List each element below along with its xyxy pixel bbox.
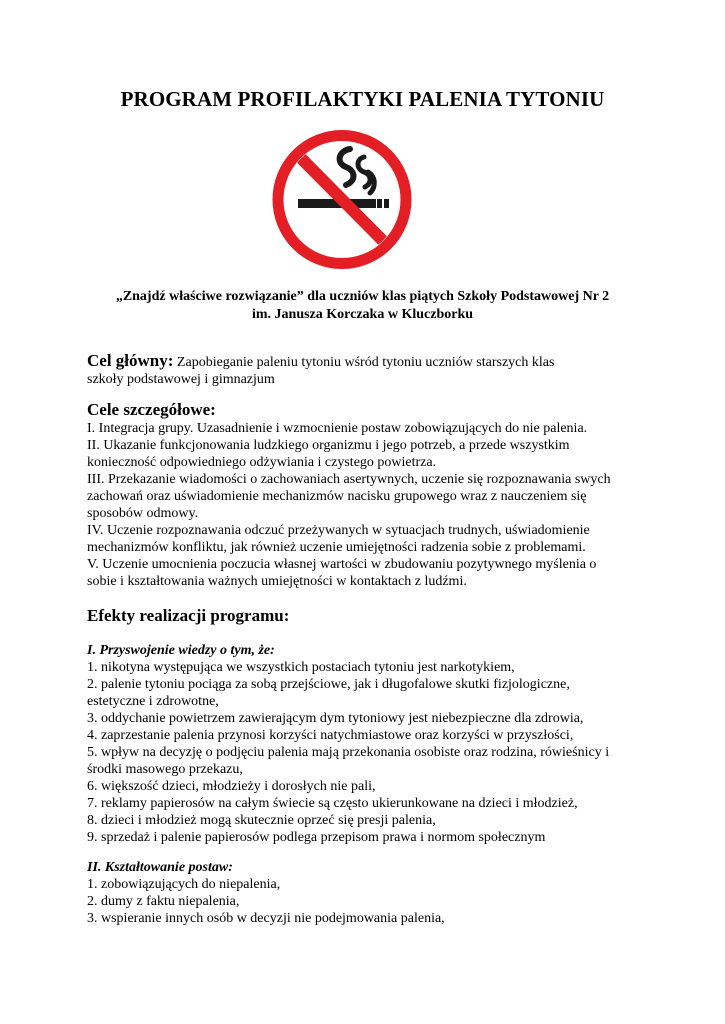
effects-heading: Efekty realizacji programu:: [87, 606, 290, 625]
specific-goal-line: konieczność odpowiedniego odżywiania i czystego powietrza.: [87, 455, 437, 470]
knowledge-line: 8. dzieci i młodzież mogą skutecznie oprzeć się presji palenia,: [87, 813, 436, 828]
section-main-goal: [87, 352, 647, 388]
effects-attitudes: [87, 859, 647, 927]
main-goal-heading: Cel główny:: [87, 351, 174, 370]
specific-goal-line: mechanizmów konfliktu, jak również uczenie umiejętności radzenia sobie z problemami.: [87, 540, 586, 555]
attitude-line: 3. wspieranie innych osób w decyzji nie podejmowania palenia,: [87, 911, 445, 926]
section-specific-goals: [87, 400, 647, 590]
document-body: [87, 352, 647, 927]
specific-goal-line: III. Przekazanie wiadomości o zachowaniach asertywnych, uczenie się rozpoznawania swych: [87, 472, 611, 487]
knowledge-line: 7. reklamy papierosów na całym świecie są często ukierunkowane na dzieci i młodzież,: [87, 796, 578, 811]
knowledge-line: 6. większość dzieci, młodzieży i dorosłych nie pali,: [87, 779, 376, 794]
effects-knowledge: [87, 642, 647, 846]
knowledge-line: środki masowego przekazu,: [87, 762, 243, 777]
specific-goal-line: II. Ukazanie funkcjonowania ludzkiego organizmu i jego potrzeb, a przede wszystkim: [87, 438, 570, 453]
specific-goal-line: I. Integracja grupy. Uzasadnienie i wzmocnienie postaw zobowiązujących do nie palenia.: [87, 421, 588, 436]
specific-goal-line: zachowań oraz uświadomienie mechanizmów nacisku grupowego wraz z nauczeniem się: [87, 489, 587, 504]
specific-goal-line: V. Uczenie umocnienia poczucia własnej wartości w zbudowaniu pozytywnego myślenia o: [87, 557, 597, 572]
knowledge-line: estetyczne i zdrowotne,: [87, 694, 219, 709]
page-title: PROGRAM PROFILAKTYKI PALENIA TYTONIU: [120, 87, 605, 111]
knowledge-line: 1. nikotyna występująca we wszystkich postaciach tytoniu jest narkotykiem,: [87, 660, 515, 675]
section-effects: [87, 606, 647, 927]
specific-goal-line: sobie i kształtowania ważnych umiejętności w kontaktach z ludźmi.: [87, 574, 467, 589]
knowledge-line: 2. palenie tytoniu pociąga za sobą przejściowe, jak i długofalowe skutki fizjologiczne,: [87, 677, 570, 692]
subtitle-line-2: im. Janusza Korczaka w Kluczborku: [251, 307, 474, 322]
attitude-line: 2. dumy z faktu niepalenia,: [87, 894, 240, 909]
knowledge-heading: I. Przyswojenie wiedzy o tym, że:: [87, 643, 275, 658]
knowledge-line: 3. oddychanie powietrzem zawierającym dym tytoniowy jest niebezpieczne dla zdrowia,: [87, 711, 584, 726]
main-goal-text: Zapobieganie paleniu tytoniu wśród tytoniu uczniów starszych klas: [173, 355, 555, 370]
knowledge-line: 4. zaprzestanie palenia przynosi korzyści natychmiastowe oraz korzyści w przyszłości,: [87, 728, 574, 743]
attitude-line: 1. zobowiązujących do niepalenia,: [87, 877, 281, 892]
no-smoking-icon: [272, 127, 412, 272]
attitudes-heading: II. Kształtowanie postaw:: [87, 860, 233, 875]
specific-goal-line: IV. Uczenie rozpoznawania odczuć przeżywanych w sytuacjach trudnych, uświadomienie: [87, 523, 590, 538]
knowledge-line: 5. wpływ na decyzję o podjęciu palenia mają przekonania osobiste oraz rodzina, rówieśnicy i: [87, 745, 610, 760]
subtitle-line-1: „Znajdź właściwe rozwiązanie” dla uczniów klas piątych Szkoły Podstawowej Nr 2: [115, 289, 610, 304]
specific-goals-heading: Cele szczegółowe:: [87, 400, 216, 419]
program-subtitle: [0, 288, 725, 324]
specific-goal-line: sposobów odmowy.: [87, 506, 199, 521]
knowledge-line: 9. sprzedaż i palenie papierosów podlega przepisom prawa i normom społecznym: [87, 830, 546, 845]
main-goal-text-2: szkoły podstawowej i gimnazjum: [87, 372, 275, 387]
